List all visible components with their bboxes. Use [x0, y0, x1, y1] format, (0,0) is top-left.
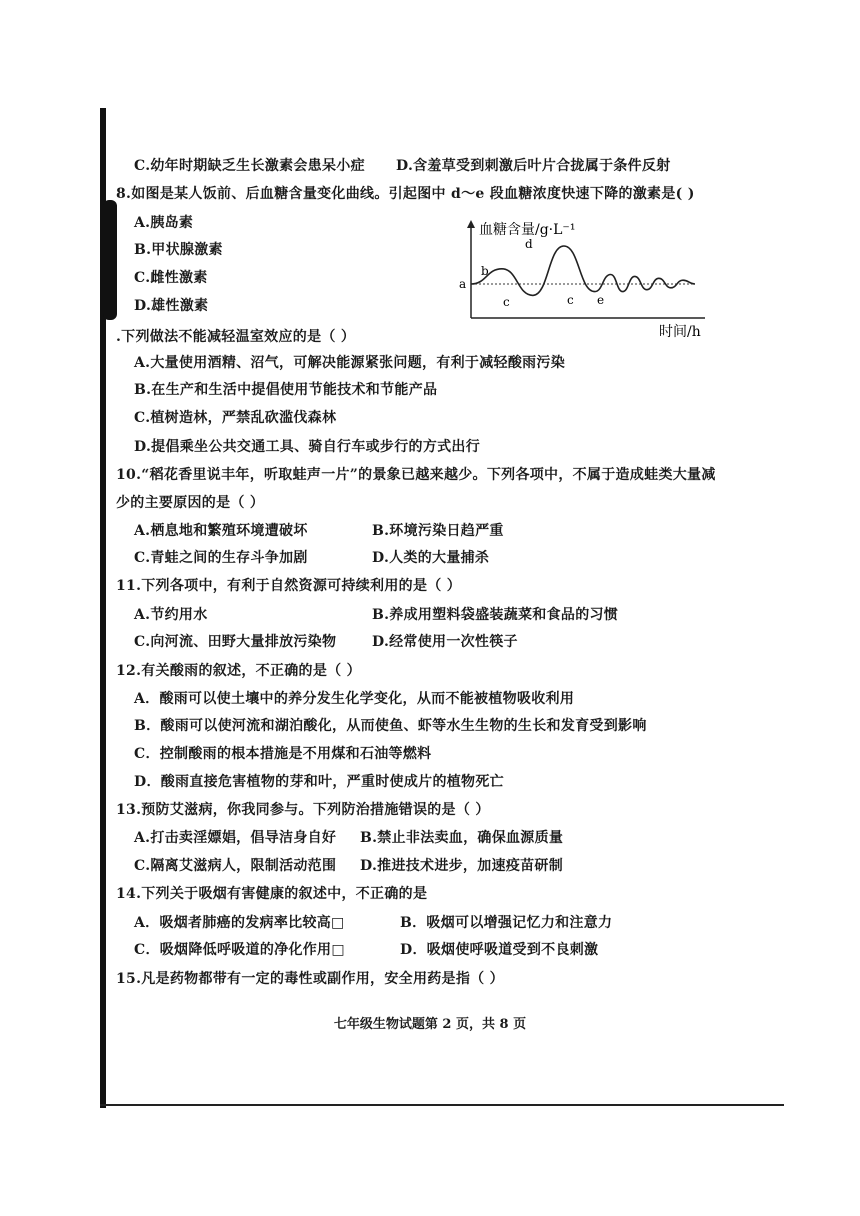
q14-option-b: B．吸烟可以增强记忆力和注意力	[400, 915, 613, 931]
scan-border-bottom	[100, 1104, 784, 1106]
q10-option-c: C.青蛙之间的生存斗争加剧	[134, 550, 308, 566]
q11-option-b: B.养成用塑料袋盛装蔬菜和食品的习惯	[372, 607, 619, 623]
q13-stem: 13.预防艾滋病，你我同参与。下列防治措施错误的是（ ）	[116, 802, 490, 818]
scan-smudge	[103, 200, 117, 320]
q10-option-d: D.人类的大量捕杀	[372, 550, 490, 566]
chart-point-label-d: d	[525, 237, 533, 251]
q12-option-d: D．酸雨直接危害植物的芽和叶，严重时使成片的植物死亡	[134, 774, 504, 790]
q10-option-b: B.环境污染日趋严重	[372, 523, 504, 539]
q13-option-b: B.禁止非法卖血，确保血源质量	[360, 830, 564, 846]
q10-stem-line2: 少的主要原因的是（ ）	[116, 495, 265, 511]
q8-option-b: B.甲状腺激素	[134, 242, 223, 258]
q13-option-d: D.推进技术进步，加速疫苗研制	[360, 858, 564, 874]
q10-option-a: A.栖息地和繁殖环境遭破坏	[134, 523, 308, 539]
chart-y-arrow	[467, 220, 475, 228]
q8-option-d: D.雄性激素	[134, 298, 209, 314]
page-footer: 七年级生物试题第 2 页，共 8 页	[333, 1017, 527, 1032]
q12-option-a: A．酸雨可以使土壤中的养分发生化学变化，从而不能被植物吸收利用	[134, 691, 575, 707]
q7-option-c: C.幼年时期缺乏生长激素会患呆小症	[134, 158, 365, 174]
chart-point-label-b: b	[481, 264, 489, 278]
blood-sugar-chart	[455, 218, 715, 348]
q12-stem: 12.有关酸雨的叙述，不正确的是（ ）	[116, 663, 361, 679]
q8-option-c: C.雌性激素	[134, 270, 208, 286]
q9-option-d: D.提倡乘坐公共交通工具、骑自行车或步行的方式出行	[134, 439, 481, 455]
q12-option-c: C．控制酸雨的根本措施是不用煤和石油等燃料	[134, 746, 432, 762]
q14-option-d: D．吸烟使呼吸道受到不良刺激	[400, 942, 599, 958]
q14-option-a: A．吸烟者肺癌的发病率比较高□	[134, 915, 345, 931]
chart-point-label-e: e	[597, 293, 605, 307]
q10-stem-line1: 10.“稻花香里说丰年，听取蛙声一片”的景象已越来越少。下列各项中，不属于造成蛙类大量减	[116, 467, 716, 483]
chart-point-label-c2: c	[567, 293, 574, 307]
q11-option-c: C.向河流、田野大量排放污染物	[134, 634, 337, 650]
chart-point-label-c1: c	[503, 295, 510, 309]
q11-option-d: D.经常使用一次性筷子	[372, 634, 518, 650]
q8-option-a: A.胰岛素	[134, 215, 194, 231]
q14-stem: 14.下列关于吸烟有害健康的叙述中，不正确的是	[116, 886, 428, 902]
q13-option-a: A.打击卖淫嫖娼，倡导洁身自好	[134, 830, 337, 846]
q8-stem: 8.如图是某人饭前、后血糖含量变化曲线。引起图中 d～e 段血糖浓度快速下降的激素是( )	[116, 186, 695, 202]
q7-option-d: D.含羞草受到刺激后叶片合拢属于条件反射	[396, 158, 671, 174]
q9-option-b: B.在生产和生活中提倡使用节能技术和节能产品	[134, 382, 438, 398]
q9-option-a: A.大量使用酒精、沼气，可解决能源紧张问题，有利于减轻酸雨污染	[134, 355, 566, 371]
q11-option-a: A.节约用水	[134, 607, 208, 623]
q9-stem: .下列做法不能减轻温室效应的是（ ）	[116, 329, 356, 345]
q12-option-b: B．酸雨可以使河流和湖泊酸化，从而使鱼、虾等水生生物的生长和发育受到影响	[134, 718, 647, 734]
q9-option-c: C.植树造林，严禁乱砍滥伐森林	[134, 410, 337, 426]
chart-baseline-label: a	[459, 277, 467, 291]
chart-y-label: 血糖含量/g·L⁻¹	[479, 222, 576, 238]
chart-x-label: 时间/h	[659, 324, 701, 340]
q11-stem: 11.下列各项中，有利于自然资源可持续利用的是（ ）	[116, 578, 462, 594]
q15-stem: 15.凡是药物都带有一定的毒性或副作用，安全用药是指（ ）	[116, 971, 504, 987]
chart-series-line	[471, 246, 695, 295]
q14-option-c: C．吸烟降低呼吸道的净化作用□	[134, 942, 345, 958]
q13-option-c: C.隔离艾滋病人，限制活动范围	[134, 858, 337, 874]
